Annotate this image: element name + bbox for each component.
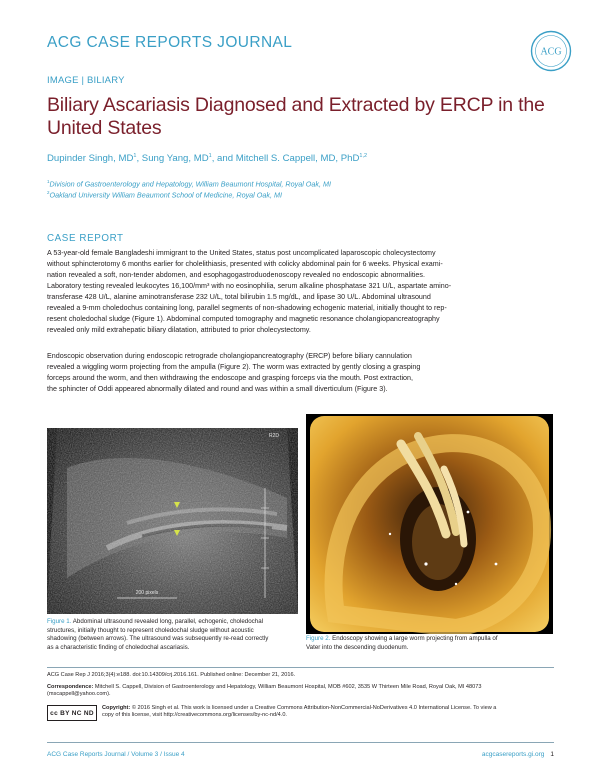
correspondence-text: Mitchell S. Cappell, Division of Gastroenterology and Hepatology, William Beaumont Hospital, MOB #602, 3535 W Thirteen Mile Road, Royal Oak, MI 48073: [93, 684, 482, 690]
figure-caption: [306, 635, 556, 652]
correspondence-label: Correspondence:: [47, 684, 94, 690]
text-line: Endoscopic observation during endoscopic retrograde cholangiopancreatography (ERCP) before biliary cannulation: [47, 352, 412, 360]
text-line: forceps around the worm, and then withdrawing the endoscope and grasping forceps via the mouth. Post extraction,: [47, 374, 413, 382]
article-title: Biliary Ascariasis Diagnosed and Extracted by ERCP in the United States: [47, 94, 545, 139]
text-line: without sphincterotomy 6 months earlier for cholelithiasis, presented with colicky abdominal pain for 6 weeks. Physical exami-: [47, 260, 443, 268]
text-line: the sphincter of Oddi appeared abnormally dilated and round and was within a small diverticulum (Figure 3).: [47, 385, 388, 393]
logo-text: ACG: [540, 46, 562, 58]
text-line: revealed a 9-mm choledochus containing long, parallel segments of non-shadowing echogenic material, initially thought to rep-: [47, 304, 447, 312]
caption-line: Abdominal ultrasound revealed long, parallel, echogenic, choledochal: [71, 618, 264, 625]
affiliation-text: Oakland University William Beaumont School of Medicine, Royal Oak, MI: [49, 190, 282, 200]
footer-right: [482, 751, 554, 758]
figure-caption: [47, 618, 302, 652]
copyright-text: © 2016 Singh et al. This work is licensed under a Creative Commons Attribution-NonCommercial-NoDerivatives 4.0 International License. To view a: [130, 705, 497, 711]
author-sup: 1: [133, 153, 137, 159]
endoscopy-image: [306, 414, 553, 634]
author-name: Sung Yang, MD: [141, 153, 209, 165]
journal-name: ACG CASE REPORTS JOURNAL: [47, 34, 293, 51]
scale-label: 200 pixels: [135, 590, 159, 596]
affiliation-text: Division of Gastroenterology and Hepatology, William Beaumont Hospital, Royal Oak, MI: [49, 179, 331, 189]
running-footer: ACG Case Reports Journal / Volume 3 / Issue 4: [47, 751, 185, 758]
website-link[interactable]: acgcasereports.gi.org: [481, 751, 545, 758]
caption-line: structures, initially thought to represent choledochal sludge without acoustic: [47, 626, 254, 634]
copyright-label: Copyright:: [102, 705, 131, 711]
divider: [47, 667, 554, 668]
overlay-label: R2D: [269, 433, 280, 439]
text-line: resent choledochal sludge (Figure 1). Abdominal computed tomography and magnetic resonance cholangiopancreatography: [47, 315, 440, 323]
acg-logo: [530, 30, 572, 72]
paragraph: [47, 351, 554, 395]
affiliation: [47, 179, 331, 188]
caption-line: as a characteristic finding of choledochal ascariasis.: [47, 643, 190, 651]
copyright: [102, 705, 554, 720]
author-name: Dupinder Singh, MD: [47, 153, 134, 165]
text-line: transferase 428 U/L, alanine aminotransferase 232 U/L, total bilirubin 1.5 mg/dL, and lipase 30 U/L. Abdominal ultrasound: [47, 293, 431, 301]
text-line: nation revealed a soft, non-tender abdomen, and esophagogastroduodenoscopy revealed no endoscopic abnormalities.: [47, 271, 425, 279]
caption-line: shadowing (between arrows). The ultrasound was subsequently re-read correctly: [47, 635, 269, 643]
caption-line: Vater into the descending duodenum.: [306, 643, 409, 651]
affiliation-sup: 2: [47, 190, 50, 195]
copyright-text: copy of this license, visit http://creativecommons.org/licenses/by-nc-nd/4.0.: [102, 712, 287, 719]
affiliation: [47, 190, 282, 199]
citation: ACG Case Rep J 2016;3(4):e188. doi:10.14309/crj.2016.161. Published online: December 21, 2016.: [47, 672, 296, 678]
figure-label: Figure 2.: [306, 635, 331, 642]
section-tag: IMAGE | BILIARY: [47, 75, 125, 86]
caption-line: Endoscopy showing a large worm projecting from ampulla of: [330, 635, 498, 642]
cc-license-badge[interactable]: cc BY NC ND: [47, 705, 97, 721]
affiliation-sup: 1: [47, 179, 50, 184]
text-line: Laboratory testing revealed leukocytes 16,100/mm³ with no eosinophilia, serum alkaline phosphatase 321 U/L, aspartate amino-: [47, 282, 452, 290]
author-sup: 1,2: [359, 153, 368, 159]
correspondence: [47, 684, 554, 699]
paragraph: [47, 248, 554, 336]
figure-label: Figure 1.: [47, 618, 72, 625]
text-line: revealed only mild extrahepatic biliary dilatation, attributed to prior cholecystectomy.: [47, 326, 311, 334]
ultrasound-image: [47, 428, 298, 614]
author-list: Dupinder Singh, $MD^1$, Sung Yang, $MD^1$, and Mitchell S. Cappell, MD, PhD$^{1,2}$: [47, 153, 368, 165]
email-link[interactable]: (mscappell@yahoo.com).: [47, 691, 111, 698]
author-sup: 1: [208, 153, 212, 159]
text-line: revealed a wiggling worm projecting from the ampulla (Figure 2). The worm was extracted by gently closing a grasping: [47, 363, 421, 371]
section-heading: CASE REPORT: [47, 233, 124, 244]
divider: [47, 742, 554, 743]
page-number: 1: [550, 751, 554, 758]
author-name: and Mitchell S. Cappell, MD, PhD: [217, 153, 360, 165]
text-line: A 53-year-old female Bangladeshi immigrant to the United States, status post uncomplicated laparoscopic cholecystectomy: [47, 249, 436, 257]
